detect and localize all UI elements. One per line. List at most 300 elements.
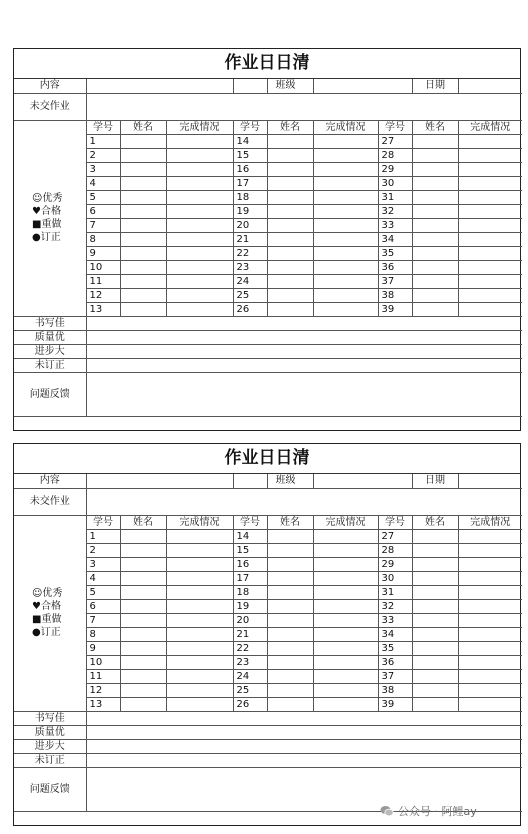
name-cell[interactable]	[120, 148, 166, 162]
status-cell[interactable]	[313, 190, 378, 204]
name-cell[interactable]	[267, 697, 313, 711]
status-cell[interactable]	[458, 669, 522, 683]
name-cell[interactable]	[267, 683, 313, 697]
student-number: 26	[233, 697, 267, 711]
name-cell[interactable]	[412, 288, 458, 302]
student-row	[14, 543, 522, 557]
status-cell[interactable]	[166, 218, 233, 232]
name-cell[interactable]	[267, 669, 313, 683]
name-cell[interactable]	[267, 557, 313, 571]
student-number: 10	[86, 655, 120, 669]
name-cell[interactable]	[412, 302, 458, 316]
student-number: 20	[233, 613, 267, 627]
student-row	[14, 302, 522, 316]
category-label: 质量优	[14, 725, 86, 739]
status-cell[interactable]	[166, 669, 233, 683]
status-cell[interactable]	[458, 302, 522, 316]
column-header: 姓名	[120, 120, 166, 134]
category-field[interactable]	[86, 753, 522, 767]
student-number: 2	[86, 543, 120, 557]
category-row	[14, 316, 522, 330]
column-header: 姓名	[267, 515, 313, 529]
student-number: 8	[86, 232, 120, 246]
status-cell[interactable]	[313, 641, 378, 655]
student-number: 2	[86, 148, 120, 162]
status-cell[interactable]	[458, 529, 522, 543]
student-row	[14, 134, 522, 148]
status-cell[interactable]	[166, 274, 233, 288]
student-number: 24	[233, 274, 267, 288]
status-cell[interactable]	[166, 162, 233, 176]
name-cell[interactable]	[412, 232, 458, 246]
name-cell[interactable]	[412, 655, 458, 669]
name-cell[interactable]	[267, 190, 313, 204]
status-cell[interactable]	[166, 134, 233, 148]
status-cell[interactable]	[458, 641, 522, 655]
name-cell[interactable]	[412, 557, 458, 571]
student-number: 35	[378, 246, 412, 260]
name-cell[interactable]	[412, 190, 458, 204]
name-cell[interactable]	[267, 543, 313, 557]
student-number: 28	[378, 543, 412, 557]
name-cell[interactable]	[412, 683, 458, 697]
name-cell[interactable]	[120, 599, 166, 613]
student-row	[14, 655, 522, 669]
class-label: 班级	[267, 474, 313, 488]
student-row	[14, 571, 522, 585]
name-cell[interactable]	[412, 641, 458, 655]
legend-item: ♥合格	[32, 601, 61, 612]
name-cell[interactable]	[267, 641, 313, 655]
category-label: 书写佳	[14, 711, 86, 725]
category-row	[14, 711, 522, 725]
student-number: 30	[378, 571, 412, 585]
student-number: 23	[233, 655, 267, 669]
name-cell[interactable]	[120, 697, 166, 711]
student-number: 16	[233, 162, 267, 176]
column-header: 姓名	[412, 515, 458, 529]
missing-field[interactable]	[86, 93, 522, 120]
category-label: 未订正	[14, 358, 86, 372]
name-cell[interactable]	[120, 302, 166, 316]
name-cell[interactable]	[267, 571, 313, 585]
legend-item: ●订正	[32, 232, 61, 243]
column-header: 完成情况	[166, 515, 233, 529]
name-cell[interactable]	[267, 288, 313, 302]
status-cell[interactable]	[458, 627, 522, 641]
date-label: 日期	[412, 79, 458, 93]
class-field[interactable]	[313, 474, 412, 488]
name-cell[interactable]	[412, 697, 458, 711]
name-cell[interactable]	[267, 529, 313, 543]
blank-cell[interactable]	[233, 474, 267, 488]
status-cell[interactable]	[313, 613, 378, 627]
status-cell[interactable]	[458, 288, 522, 302]
name-cell[interactable]	[120, 683, 166, 697]
status-cell[interactable]	[313, 627, 378, 641]
name-cell[interactable]	[412, 613, 458, 627]
student-number: 22	[233, 641, 267, 655]
date-field[interactable]	[458, 474, 522, 488]
student-row	[14, 683, 522, 697]
student-number: 31	[378, 190, 412, 204]
class-field[interactable]	[313, 79, 412, 93]
category-row	[14, 739, 522, 753]
name-cell[interactable]	[412, 148, 458, 162]
category-label: 进步大	[14, 344, 86, 358]
column-header: 学号	[233, 515, 267, 529]
column-header: 学号	[86, 120, 120, 134]
status-cell[interactable]	[313, 669, 378, 683]
name-cell[interactable]	[120, 557, 166, 571]
missing-row	[14, 93, 522, 120]
missing-field[interactable]	[86, 488, 522, 515]
status-cell[interactable]	[458, 162, 522, 176]
legend-item: ■重做	[32, 614, 62, 625]
name-cell[interactable]	[267, 218, 313, 232]
watermark-text: 公众号 · 阿鲤ay	[398, 805, 477, 818]
status-cell[interactable]	[458, 599, 522, 613]
name-cell[interactable]	[120, 655, 166, 669]
legend	[14, 515, 86, 711]
name-cell[interactable]	[120, 232, 166, 246]
status-cell[interactable]	[166, 176, 233, 190]
name-cell[interactable]	[267, 655, 313, 669]
category-field[interactable]	[86, 316, 522, 330]
status-cell[interactable]	[458, 246, 522, 260]
name-cell[interactable]	[267, 613, 313, 627]
name-cell[interactable]	[120, 190, 166, 204]
status-cell[interactable]	[313, 274, 378, 288]
student-number: 6	[86, 599, 120, 613]
content-field[interactable]	[86, 79, 233, 93]
name-cell[interactable]	[267, 585, 313, 599]
student-number: 21	[233, 627, 267, 641]
name-cell[interactable]	[120, 669, 166, 683]
name-cell[interactable]	[412, 585, 458, 599]
status-cell[interactable]	[458, 232, 522, 246]
student-number: 4	[86, 176, 120, 190]
sheet-title: 作业日日清	[14, 49, 520, 79]
name-cell[interactable]	[267, 627, 313, 641]
class-label: 班级	[267, 79, 313, 93]
feedback-row	[14, 372, 522, 416]
student-number: 18	[233, 585, 267, 599]
homework-table	[14, 474, 522, 812]
legend	[14, 120, 86, 316]
student-number: 36	[378, 260, 412, 274]
category-row	[14, 753, 522, 767]
student-number: 28	[378, 148, 412, 162]
student-row	[14, 288, 522, 302]
name-cell[interactable]	[412, 274, 458, 288]
name-cell[interactable]	[412, 669, 458, 683]
category-label: 进步大	[14, 739, 86, 753]
student-number: 37	[378, 669, 412, 683]
student-number: 38	[378, 683, 412, 697]
status-cell[interactable]	[166, 571, 233, 585]
name-cell[interactable]	[120, 627, 166, 641]
student-number: 3	[86, 162, 120, 176]
category-row	[14, 330, 522, 344]
status-cell[interactable]	[166, 683, 233, 697]
student-row	[14, 148, 522, 162]
student-number: 15	[233, 543, 267, 557]
name-cell[interactable]	[412, 162, 458, 176]
name-cell[interactable]	[412, 627, 458, 641]
student-number: 25	[233, 683, 267, 697]
status-cell[interactable]	[166, 613, 233, 627]
status-cell[interactable]	[166, 302, 233, 316]
name-cell[interactable]	[267, 232, 313, 246]
name-cell[interactable]	[120, 218, 166, 232]
status-cell[interactable]	[313, 697, 378, 711]
status-cell[interactable]	[313, 148, 378, 162]
status-cell[interactable]	[166, 557, 233, 571]
name-cell[interactable]	[120, 585, 166, 599]
name-cell[interactable]	[120, 162, 166, 176]
status-cell[interactable]	[458, 260, 522, 274]
status-cell[interactable]	[313, 585, 378, 599]
name-cell[interactable]	[267, 274, 313, 288]
info-row	[14, 474, 522, 488]
status-cell[interactable]	[458, 190, 522, 204]
student-number: 34	[378, 627, 412, 641]
name-cell[interactable]	[120, 613, 166, 627]
student-number: 9	[86, 246, 120, 260]
status-cell[interactable]	[166, 529, 233, 543]
status-cell[interactable]	[166, 697, 233, 711]
student-row	[14, 204, 522, 218]
name-cell[interactable]	[120, 134, 166, 148]
category-field[interactable]	[86, 739, 522, 753]
name-cell[interactable]	[412, 218, 458, 232]
status-cell[interactable]	[166, 543, 233, 557]
student-number: 14	[233, 529, 267, 543]
status-cell[interactable]	[166, 260, 233, 274]
status-cell[interactable]	[313, 162, 378, 176]
student-number: 33	[378, 613, 412, 627]
status-cell[interactable]	[313, 134, 378, 148]
status-cell[interactable]	[313, 176, 378, 190]
column-header: 完成情况	[458, 120, 522, 134]
status-cell[interactable]	[166, 246, 233, 260]
homework-sheet	[13, 48, 521, 431]
status-cell[interactable]	[313, 557, 378, 571]
name-cell[interactable]	[267, 260, 313, 274]
student-number: 26	[233, 302, 267, 316]
name-cell[interactable]	[120, 260, 166, 274]
student-number: 12	[86, 683, 120, 697]
sheet-title: 作业日日清	[14, 444, 520, 474]
name-cell[interactable]	[412, 571, 458, 585]
content-label: 内容	[14, 79, 86, 93]
student-number: 29	[378, 162, 412, 176]
name-cell[interactable]	[120, 288, 166, 302]
name-cell[interactable]	[267, 134, 313, 148]
name-cell[interactable]	[267, 246, 313, 260]
name-cell[interactable]	[267, 302, 313, 316]
missing-label: 未交作业	[14, 93, 86, 120]
student-number: 9	[86, 641, 120, 655]
student-row	[14, 697, 522, 711]
status-cell[interactable]	[458, 697, 522, 711]
status-cell[interactable]	[166, 288, 233, 302]
status-cell[interactable]	[166, 232, 233, 246]
student-row	[14, 260, 522, 274]
student-number: 19	[233, 204, 267, 218]
status-cell[interactable]	[458, 218, 522, 232]
student-number: 4	[86, 571, 120, 585]
column-header: 学号	[233, 120, 267, 134]
student-number: 7	[86, 218, 120, 232]
status-cell[interactable]	[458, 585, 522, 599]
student-row	[14, 274, 522, 288]
category-field[interactable]	[86, 330, 522, 344]
name-cell[interactable]	[120, 246, 166, 260]
student-row	[14, 627, 522, 641]
student-number: 25	[233, 288, 267, 302]
status-cell[interactable]	[313, 204, 378, 218]
student-number: 17	[233, 176, 267, 190]
status-cell[interactable]	[313, 246, 378, 260]
status-cell[interactable]	[458, 134, 522, 148]
legend-item: ♥合格	[32, 206, 61, 217]
date-label: 日期	[412, 474, 458, 488]
status-cell[interactable]	[313, 543, 378, 557]
name-cell[interactable]	[120, 274, 166, 288]
homework-table	[14, 79, 522, 417]
name-cell[interactable]	[120, 571, 166, 585]
student-number: 27	[378, 134, 412, 148]
status-cell[interactable]	[166, 655, 233, 669]
category-row	[14, 344, 522, 358]
status-cell[interactable]	[458, 571, 522, 585]
student-number: 22	[233, 246, 267, 260]
column-header: 学号	[86, 515, 120, 529]
content-field[interactable]	[86, 474, 233, 488]
student-number: 7	[86, 613, 120, 627]
category-field[interactable]	[86, 358, 522, 372]
info-row	[14, 79, 522, 93]
name-cell[interactable]	[412, 176, 458, 190]
name-cell[interactable]	[412, 543, 458, 557]
student-number: 27	[378, 529, 412, 543]
status-cell[interactable]	[313, 599, 378, 613]
student-row	[14, 176, 522, 190]
status-cell[interactable]	[313, 655, 378, 669]
student-row	[14, 218, 522, 232]
student-number: 39	[378, 302, 412, 316]
status-cell[interactable]	[458, 204, 522, 218]
missing-label: 未交作业	[14, 488, 86, 515]
name-cell[interactable]	[412, 260, 458, 274]
column-header: 学号	[378, 515, 412, 529]
student-number: 5	[86, 585, 120, 599]
student-number: 23	[233, 260, 267, 274]
student-row	[14, 246, 522, 260]
student-row	[14, 529, 522, 543]
status-cell[interactable]	[458, 148, 522, 162]
status-cell[interactable]	[166, 190, 233, 204]
name-cell[interactable]	[267, 148, 313, 162]
status-cell[interactable]	[166, 641, 233, 655]
name-cell[interactable]	[267, 204, 313, 218]
name-cell[interactable]	[120, 543, 166, 557]
name-cell[interactable]	[120, 204, 166, 218]
column-header: 完成情况	[166, 120, 233, 134]
feedback-label: 问题反馈	[14, 372, 86, 416]
status-cell[interactable]	[458, 655, 522, 669]
name-cell[interactable]	[120, 529, 166, 543]
column-header: 完成情况	[458, 515, 522, 529]
category-field[interactable]	[86, 711, 522, 725]
student-number: 11	[86, 274, 120, 288]
legend-item: ☺优秀	[32, 588, 63, 599]
legend-item: ●订正	[32, 627, 61, 638]
name-cell[interactable]	[120, 641, 166, 655]
student-number: 11	[86, 669, 120, 683]
status-cell[interactable]	[313, 218, 378, 232]
status-cell[interactable]	[313, 232, 378, 246]
category-field[interactable]	[86, 344, 522, 358]
status-cell[interactable]	[166, 585, 233, 599]
status-cell[interactable]	[313, 529, 378, 543]
status-cell[interactable]	[166, 148, 233, 162]
status-cell[interactable]	[458, 176, 522, 190]
status-cell[interactable]	[166, 204, 233, 218]
name-cell[interactable]	[120, 176, 166, 190]
name-cell[interactable]	[412, 529, 458, 543]
status-cell[interactable]	[458, 274, 522, 288]
name-cell[interactable]	[267, 176, 313, 190]
student-number: 16	[233, 557, 267, 571]
student-row	[14, 162, 522, 176]
name-cell[interactable]	[412, 599, 458, 613]
status-cell[interactable]	[166, 599, 233, 613]
student-number: 30	[378, 176, 412, 190]
status-cell[interactable]	[458, 683, 522, 697]
category-field[interactable]	[86, 725, 522, 739]
name-cell[interactable]	[412, 204, 458, 218]
name-cell[interactable]	[267, 162, 313, 176]
status-cell[interactable]	[313, 288, 378, 302]
status-cell[interactable]	[313, 302, 378, 316]
category-label: 质量优	[14, 330, 86, 344]
column-header: 完成情况	[313, 515, 378, 529]
date-field[interactable]	[458, 79, 522, 93]
name-cell[interactable]	[412, 246, 458, 260]
name-cell[interactable]	[267, 599, 313, 613]
feedback-field[interactable]	[86, 372, 522, 416]
status-cell[interactable]	[313, 683, 378, 697]
status-cell[interactable]	[458, 613, 522, 627]
blank-cell[interactable]	[233, 79, 267, 93]
status-cell[interactable]	[313, 260, 378, 274]
student-row	[14, 232, 522, 246]
legend-item: ☺优秀	[32, 193, 63, 204]
column-header-row	[14, 120, 522, 134]
name-cell[interactable]	[412, 134, 458, 148]
student-number: 15	[233, 148, 267, 162]
status-cell[interactable]	[458, 557, 522, 571]
status-cell[interactable]	[458, 543, 522, 557]
student-row	[14, 557, 522, 571]
column-header: 姓名	[120, 515, 166, 529]
status-cell[interactable]	[166, 627, 233, 641]
status-cell[interactable]	[313, 571, 378, 585]
column-header: 学号	[378, 120, 412, 134]
